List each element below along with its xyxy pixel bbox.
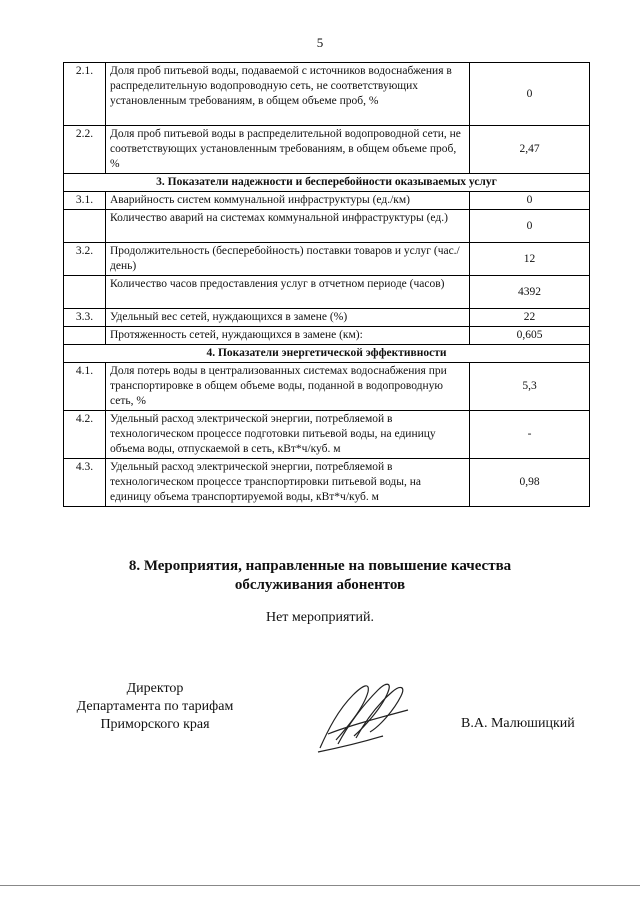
row-description: Аварийность систем коммунальной инфраструктуры (ед./км) xyxy=(106,192,470,210)
position-line-1: Директор xyxy=(126,681,184,696)
table-row xyxy=(64,459,590,507)
row-description: Количество аварий на системах коммунальной инфраструктуры (ед.) xyxy=(106,210,470,243)
row-number: 2.1. xyxy=(64,63,106,126)
row-value: 0 xyxy=(470,192,590,210)
row-description: Удельный расход электрической энергии, потребляемой в технологическом процессе транспортировки питьевой воды, на единицу объема транспортируемой воды, кВт*ч/куб. м xyxy=(106,459,470,507)
row-number: 3.3. xyxy=(64,309,106,327)
row-value: 22 xyxy=(470,309,590,327)
position-line-3: Приморского края xyxy=(100,717,210,732)
table-row xyxy=(64,363,590,411)
table-row xyxy=(64,309,590,327)
row-description: Удельный расход электрической энергии, потребляемой в технологическом процессе подготовки питьевой воды, на единицу объема воды, отпускаемой в сеть, кВт*ч/куб. м xyxy=(106,411,470,459)
handwritten-signature-icon xyxy=(308,670,418,760)
table-row xyxy=(64,63,590,126)
table-row xyxy=(64,210,590,243)
section-4-title: 4. Показатели энергетической эффективности xyxy=(64,345,590,363)
signatory-name: В.А. Малюшицкий xyxy=(461,716,575,731)
row-description: Удельный вес сетей, нуждающихся в замене (%) xyxy=(106,309,470,327)
section-3-title: 3. Показатели надежности и бесперебойности оказываемых услуг xyxy=(64,174,590,192)
page-number: 5 xyxy=(316,35,324,50)
section-row xyxy=(64,345,590,363)
indicators-table xyxy=(63,62,590,507)
row-value: 0 xyxy=(470,63,590,126)
row-description: Протяженность сетей, нуждающихся в замене (км): xyxy=(106,327,470,345)
row-number-empty xyxy=(64,210,106,243)
signatory-position xyxy=(60,680,250,734)
row-number: 3.1. xyxy=(64,192,106,210)
position-line-2: Департамента по тарифам xyxy=(76,699,234,714)
row-number: 4.3. xyxy=(64,459,106,507)
row-number: 4.2. xyxy=(64,411,106,459)
section-8-heading xyxy=(0,557,640,595)
table-row xyxy=(64,276,590,309)
row-number-empty xyxy=(64,276,106,309)
row-description: Доля потерь воды в централизованных системах водоснабжения при транспортировке в общем объеме воды, поданной в водопроводную сеть, % xyxy=(106,363,470,411)
section-8-title-line2: обслуживания абонентов xyxy=(234,577,406,593)
section-8-body: Нет мероприятий. xyxy=(265,610,375,625)
section-8-title-line1: 8. Мероприятия, направленные на повышение качества xyxy=(128,558,512,574)
row-value: - xyxy=(470,411,590,459)
row-value: 4392 xyxy=(470,276,590,309)
row-description: Доля проб питьевой воды в распределительной водопроводной сети, не соответствующих установленным требованиям, в общем объеме проб, % xyxy=(106,126,470,174)
row-number: 2.2. xyxy=(64,126,106,174)
section-row xyxy=(64,174,590,192)
row-value: 0,605 xyxy=(470,327,590,345)
row-description: Количество часов предоставления услуг в отчетном периоде (часов) xyxy=(106,276,470,309)
row-value: 12 xyxy=(470,243,590,276)
row-value: 2,47 xyxy=(470,126,590,174)
row-description: Продолжительность (бесперебойность) поставки товаров и услуг (час./день) xyxy=(106,243,470,276)
table-row xyxy=(64,126,590,174)
row-value: 0 xyxy=(470,210,590,243)
row-description: Доля проб питьевой воды, подаваемой с источников водоснабжения в распределительную водопроводную сеть, не соответствующих установленным требованиям, в общем объеме проб, % xyxy=(106,63,470,126)
row-number: 4.1. xyxy=(64,363,106,411)
row-number: 3.2. xyxy=(64,243,106,276)
row-number-empty xyxy=(64,327,106,345)
table-row xyxy=(64,411,590,459)
row-value: 0,98 xyxy=(470,459,590,507)
page-bottom-divider xyxy=(0,885,640,886)
table-row xyxy=(64,243,590,276)
row-value: 5,3 xyxy=(470,363,590,411)
table-row xyxy=(64,327,590,345)
table-row xyxy=(64,192,590,210)
